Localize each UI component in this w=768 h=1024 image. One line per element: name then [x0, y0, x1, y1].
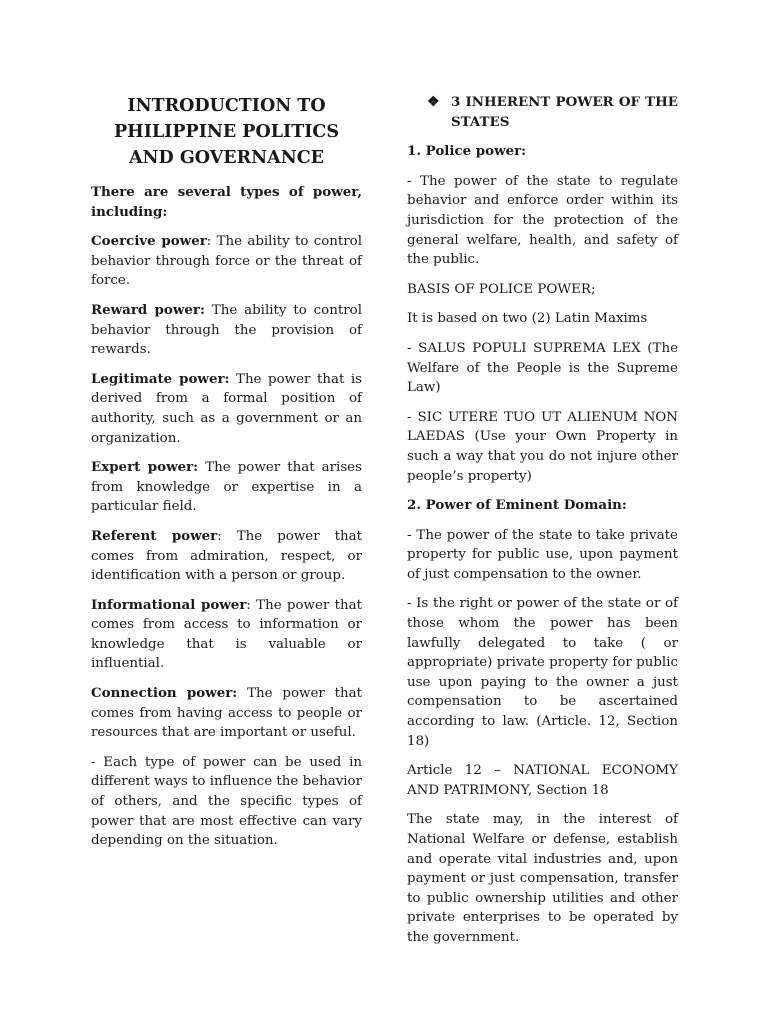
- power-term: Reward power:: [91, 301, 205, 318]
- power-term: Connection power:: [91, 685, 238, 702]
- page-title: INTRODUCTION TO PHILIPPINE POLITICS AND GOVERNANCE: [114, 96, 339, 168]
- power-term: Expert power:: [91, 459, 199, 476]
- section-heading-text: 3 INHERENT POWER OF THE STATES: [451, 94, 678, 130]
- right-column: [407, 93, 678, 958]
- power-reward: [91, 301, 362, 360]
- power-term: Informational power: [91, 596, 247, 613]
- intro-bold: There are several types of power, including:: [91, 184, 362, 220]
- power-desc: The power that is derived from a formal position of authority, such as a government or an organization.: [91, 371, 362, 446]
- power-term: Referent power: [91, 527, 218, 544]
- power-informational: [91, 596, 362, 674]
- diamond-bullet-icon: ❖: [427, 94, 440, 110]
- maxims-intro: It is based on two (2) Latin Maxims: [407, 311, 648, 327]
- police-power-heading: [407, 142, 678, 162]
- power-coercive: [91, 232, 362, 291]
- intro-text: [91, 183, 362, 222]
- eminent-domain-definition: - The power of the state to take private property for public use, upon payment of just compensation to the owner.: [407, 527, 678, 582]
- power-term: Legitimate power:: [91, 370, 230, 387]
- basis-heading: BASIS OF POLICE POWER;: [407, 281, 596, 297]
- article-reference: Article 12 – NATIONAL ECONOMY AND PATRIMONY, Section 18: [407, 763, 678, 798]
- eminent-domain-right: - Is the right or power of the state or of those whom the power has been lawfully delegated to take ( or appropriate) private property for public use upon paying to the owner a just compensation to be ascertained according to law. (Article. 12, Section 18): [407, 596, 678, 749]
- eminent-domain-heading: [407, 496, 678, 516]
- power-desc: The ability to control behavior through the provision of rewards.: [91, 302, 362, 358]
- power-desc: : The ability to control behavior through force or the threat of force.: [91, 234, 363, 289]
- power-desc: : The power that comes from access to information or knowledge that is valuable or influential.: [91, 597, 362, 672]
- power-connection: [91, 684, 362, 743]
- power-term: Coercive power: [91, 233, 207, 250]
- maxim-sic-utere: - SIC UTERE TUO UT ALIENUM NON LAEDAS (Use your Own Property in such a way that you do not injure other people’s property): [407, 409, 678, 484]
- power-expert: [91, 458, 362, 517]
- police-power-definition: - The power of the state to regulate behavior and enforce order within its jurisdiction for the protection of the general welfare, health, and safety of the public.: [407, 173, 678, 268]
- closing-paragraph: - Each type of power can be used in different ways to influence the behavior of others, and the specific types of power that are most effective can vary depending on the situation.: [91, 754, 363, 849]
- section-heading: [407, 93, 678, 132]
- power-desc: : The power that comes from admiration, respect, or identification with a person or group.: [91, 528, 363, 584]
- left-column: [91, 93, 362, 861]
- article-text: The state may, in the interest of National Welfare or defense, establish and operate vital industries and, upon payment or just compensation, transfer to public ownership utilities and other private enterprises to be operated by the government.: [407, 812, 678, 945]
- power-desc: The power that arises from knowledge or expertise in a particular field.: [91, 460, 362, 515]
- maxim-salus: - SALUS POPULI SUPREMA LEX (The Welfare of the People is the Supreme Law): [407, 340, 678, 396]
- eminent-heading-bold: 2. Power of Eminent Domain:: [407, 497, 627, 514]
- police-heading-bold: 1. Police power:: [407, 143, 527, 160]
- power-referent: [91, 527, 362, 586]
- power-desc: The power that comes from having access to people or resources that are important or useful.: [91, 686, 362, 741]
- power-legitimate: [91, 370, 362, 448]
